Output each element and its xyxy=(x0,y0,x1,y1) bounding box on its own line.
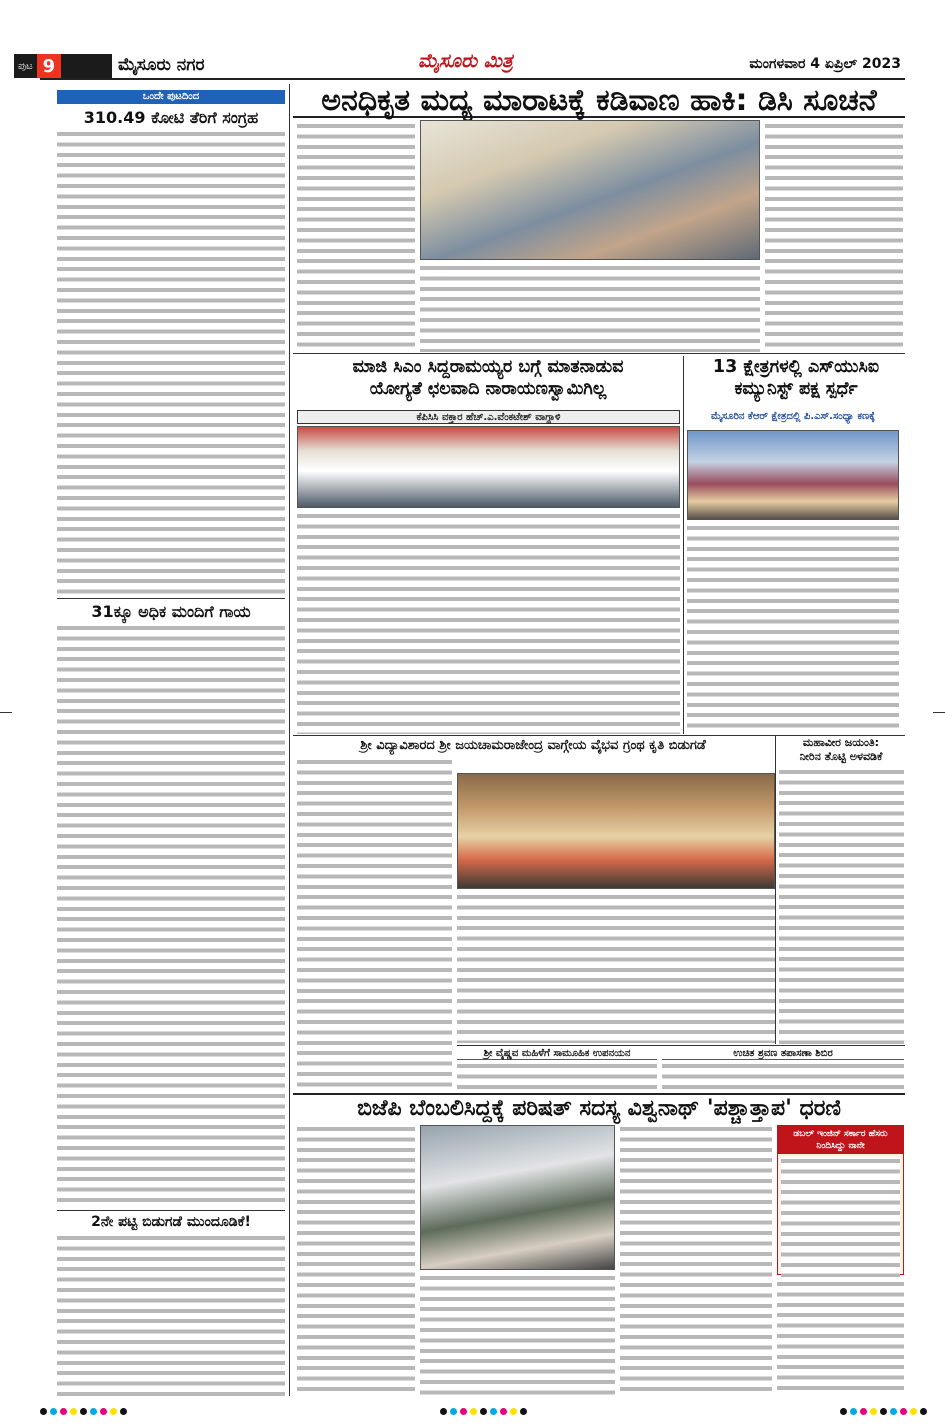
subheadline-strip: ಮೈಸೂರಿನ ಕೆಆರ್ ಕ್ಷೇತ್ರದಲ್ಲಿ ಪಿ.ಎಸ್.ಸಂಧ್ಯಾ ಕಣಕ್ಕೆ xyxy=(687,410,899,424)
registration-dot xyxy=(870,1408,877,1415)
section-name: ಮೈಸೂರು ನಗರ xyxy=(118,55,205,75)
headline-line: ಯೋಗ್ಯತೆ ಛಲವಾದಿ ನಾರಾಯಣಸ್ವಾಮಿಗಿಲ್ಲ xyxy=(369,379,607,399)
divider xyxy=(293,353,905,354)
meeting-photo xyxy=(420,120,760,260)
registration-dot xyxy=(90,1408,97,1415)
article-text-second-list xyxy=(57,1234,285,1396)
registration-dot xyxy=(480,1408,487,1415)
continued-strip: ಒಂದೇ ಪುಟದಿಂದ xyxy=(57,90,285,104)
headline-second-list: 2ನೇ ಪಟ್ಟಿ ಬಿಡುಗಡೆ ಮುಂದೂಡಿಕೆ! xyxy=(91,1214,251,1230)
column-divider xyxy=(775,736,776,1044)
registration-dot xyxy=(490,1408,497,1415)
registration-dot xyxy=(920,1408,927,1415)
registration-dot xyxy=(840,1408,847,1415)
article-text-tax xyxy=(57,130,285,596)
newspaper-logo: ಮೈಸೂರು ಮಿತ್ರ xyxy=(418,50,513,72)
article-text-mahaveer xyxy=(779,768,904,1044)
headline-line: 13 ಕ್ಷೇತ್ರಗಳಲ್ಲಿ ಎಸ್‌ಯುಸಿಐ xyxy=(712,357,880,377)
headline-bjp-protest: ಬಿಜೆಪಿ ಬೆಂಬಲಿಸಿದ್ದಕ್ಕೆ ಪರಿಷತ್ ಸದಸ್ಯ ವಿಶ್ವನಾಥ್ 'ಪಶ್ಚಾತ್ತಾಪ' ಧರಣಿ xyxy=(293,1093,905,1121)
candidates-photo xyxy=(687,430,899,520)
article-text-upanayana xyxy=(457,1062,657,1090)
registration-dot xyxy=(100,1408,107,1415)
registration-dots-right xyxy=(840,1408,927,1415)
headline-hearing-camp: ಉಚಿತ ಶ್ರವಣ ತಪಾಸಣಾ ಶಿಬಿರ xyxy=(662,1048,904,1060)
registration-dots-center xyxy=(440,1408,527,1415)
article-text-bjp xyxy=(297,1125,415,1396)
article-text-hearing-camp xyxy=(662,1062,904,1090)
crop-mark xyxy=(0,712,12,713)
registration-dots-left xyxy=(40,1408,127,1415)
divider xyxy=(57,598,285,599)
quote-box-text xyxy=(781,1157,900,1277)
registration-dot xyxy=(470,1408,477,1415)
subheadline-strip: ಕೆಪಿಸಿಸಿ ವಕ್ತಾರ ಹೆಚ್.ಎ.ವೆಂಕಟೇಶ್ ವಾಗ್ದಾಳಿ xyxy=(297,410,680,424)
column-divider xyxy=(683,356,684,734)
article-text-bjp xyxy=(420,1274,615,1396)
registration-dot xyxy=(40,1408,47,1415)
registration-dot xyxy=(880,1408,887,1415)
registration-dot xyxy=(510,1408,517,1415)
headline-book-release: ಶ್ರೀ ವಿದ್ಯಾವಿಶಾರದ ಶ್ರೀ ಜಯಚಾಮರಾಜೇಂದ್ರ ವಾಗ್ಗೇಯ ವೈಭವ ಗ್ರಂಥ ಕೃತಿ ಬಿಡುಗಡೆ xyxy=(360,738,706,753)
registration-dot xyxy=(860,1408,867,1415)
headline-line: ನೀರಿನ ತೊಟ್ಟಿ ಅಳವಡಿಕೆ xyxy=(799,750,883,763)
registration-dot xyxy=(500,1408,507,1415)
registration-dot xyxy=(80,1408,87,1415)
registration-dot xyxy=(60,1408,67,1415)
page-label: ಪುಟ xyxy=(18,60,33,72)
registration-dot xyxy=(440,1408,447,1415)
registration-dot xyxy=(900,1408,907,1415)
registration-dot xyxy=(910,1408,917,1415)
page-number: 9 xyxy=(37,54,62,78)
main-headline: ಅನಧಿಕೃತ ಮದ್ಯ ಮಾರಾಟಕ್ಕೆ ಕಡಿವಾಣ ಹಾಕಿ: ಡಿಸಿ ಸೂಚನೆ xyxy=(293,84,905,118)
headline-injured: 31ಕ್ಕೂ ಅಧಿಕ ಮಂದಿಗೆ ಗಾಯ xyxy=(91,602,251,621)
quote-box-title: ಡಬಲ್ ಇಂಜಿನ್ ಸರ್ಕಾರ ಹೆಸರು ನಿಂದಿಸಿದ್ದು ನಾನೇ xyxy=(778,1126,903,1154)
registration-dot xyxy=(450,1408,457,1415)
headline-line: ಮಾಜಿ ಸಿಎಂ ಸಿದ್ದರಾಮಯ್ಯರ ಬಗ್ಗೆ ಮಾತನಾಡುವ xyxy=(352,357,624,377)
registration-dot xyxy=(120,1408,127,1415)
headline-line: ಕಮ್ಯುನಿಸ್ಟ್ ಪಕ್ಷ ಸ್ಪರ್ಧೆ xyxy=(734,379,858,399)
article-text-siddaramaiah xyxy=(297,512,680,734)
registration-dot xyxy=(520,1408,527,1415)
protest-photo xyxy=(420,1125,615,1270)
article-text-suci xyxy=(687,524,899,734)
article-text-bjp xyxy=(620,1125,772,1396)
column-divider xyxy=(289,84,290,1396)
page-number-box xyxy=(14,54,112,78)
crop-mark xyxy=(933,712,945,713)
press-meet-photo xyxy=(297,426,680,508)
issue-date: ಮಂಗಳವಾರ 4 ಏಪ್ರಿಲ್ 2023 xyxy=(749,56,901,72)
article-text-liquor xyxy=(297,122,415,352)
registration-dot xyxy=(850,1408,857,1415)
headline-siddaramaiah xyxy=(293,356,683,400)
article-text-liquor xyxy=(765,122,903,352)
article-text-book xyxy=(297,758,452,1090)
registration-dot xyxy=(70,1408,77,1415)
article-text-liquor xyxy=(420,264,760,352)
registration-dot xyxy=(460,1408,467,1415)
headline-tax-collection: 310.49 ಕೋಟಿ ತೆರಿಗೆ ಸಂಗ್ರಹ xyxy=(83,108,259,127)
article-text-book xyxy=(457,893,775,1043)
registration-dot xyxy=(890,1408,897,1415)
book-release-photo xyxy=(457,773,775,889)
registration-dot xyxy=(110,1408,117,1415)
headline-line: ಮಹಾವೀರ ಜಯಂತಿ: xyxy=(802,736,880,749)
registration-dot xyxy=(50,1408,57,1415)
divider xyxy=(57,1210,285,1211)
quote-box xyxy=(777,1125,904,1275)
article-text-bjp xyxy=(777,1280,904,1396)
headline-upanayana: ಶ್ರೀ ವೈಷ್ಣವ ಮಹಿಳೆಗೆ ಸಾಮೂಹಿಕ ಉಪನಯನ xyxy=(457,1048,657,1060)
divider xyxy=(457,1045,905,1046)
article-text-injured xyxy=(57,624,285,1208)
headline-suci xyxy=(687,356,905,400)
headline-mahaveer xyxy=(778,736,904,764)
